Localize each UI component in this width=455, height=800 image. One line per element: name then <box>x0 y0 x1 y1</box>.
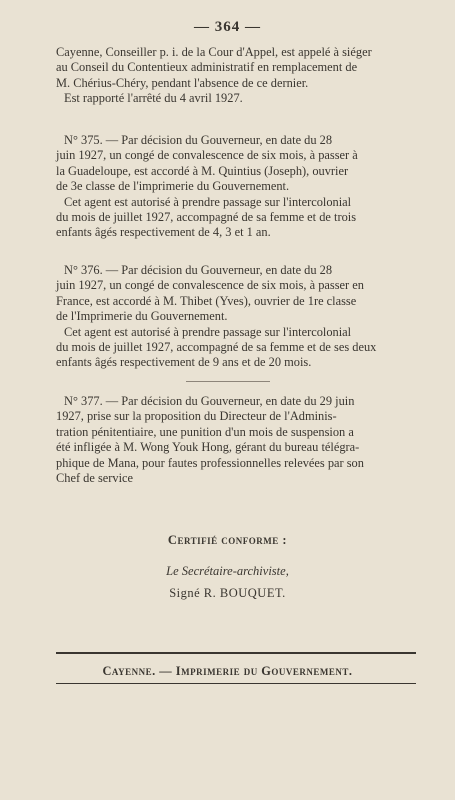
text-line: Cayenne, Conseiller p. i. de la Cour d'Appel, est appelé à siéger <box>56 45 372 59</box>
printer-imprint: Cayenne. — Imprimerie du Gouvernement. <box>102 664 353 678</box>
text-line: M. Chérius-Chéry, pendant l'absence de ce dernier. <box>56 75 309 90</box>
text-line: Chef de service <box>56 471 134 486</box>
text-line: été infligée à M. Wong Youk Hong, gérant du bureau télégra- <box>56 440 360 455</box>
text-line: enfants âgés respectivement de 4, 3 et 1 an. <box>56 225 271 240</box>
decision-376 <box>56 263 420 371</box>
text-line: de 3e classe de l'imprimerie du Gouvernement. <box>56 179 290 194</box>
text-line: 1927, prise sur la proposition du Directeur de l'Adminis- <box>56 409 337 424</box>
text-line: Est rapporté l'arrêté du 4 avril 1927. <box>64 91 243 106</box>
text-line: juin 1927, un congé de convalescence de six mois, à passer à <box>56 148 358 163</box>
text-line: du mois de juillet 1927, accompagné de sa femme et de ses deux <box>56 340 377 355</box>
text-line: la Guadeloupe, est accordé à M. Quintius (Joseph), ouvrier <box>56 163 349 178</box>
text-line: Cet agent est autorisé à prendre passage sur l'intercolonial <box>64 324 352 339</box>
text-line: N° 376. — Par décision du Gouverneur, en date du 28 <box>64 263 333 277</box>
certification-role: Le Secrétaire-archiviste, <box>166 564 289 578</box>
text-line: France, est accordé à M. Thibet (Yves), ouvrier de 1re classe <box>56 293 357 308</box>
text-line: phique de Mana, pour fautes professionnelles relevées par son <box>56 455 364 470</box>
footer-rule-bottom <box>56 683 416 684</box>
certification-title: Certifié conforme : <box>167 533 288 547</box>
intro-paragraph <box>56 45 420 107</box>
footer-rule-top <box>56 652 416 654</box>
text-line: Cet agent est autorisé à prendre passage sur l'intercolonial <box>64 194 352 209</box>
text-line: de l'Imprimerie du Gouvernement. <box>56 309 228 324</box>
text-line: au Conseil du Contentieux administratif en remplacement de <box>56 60 358 75</box>
page-number: — 364 — <box>194 19 261 35</box>
text-line: tration pénitentiaire, une punition d'un mois de suspension a <box>56 424 354 439</box>
text-line: N° 375. — Par décision du Gouverneur, en date du 28 <box>64 133 333 147</box>
text-line: du mois de juillet 1927, accompagné de sa femme et de trois <box>56 210 357 225</box>
text-line: juin 1927, un congé de convalescence de six mois, à passer en <box>56 278 364 293</box>
decision-377 <box>56 394 420 486</box>
decision-375 <box>56 133 420 241</box>
text-line: enfants âgés respectivement de 9 ans et de 20 mois. <box>56 355 312 370</box>
text-line: N° 377. — Par décision du Gouverneur, en date du 29 juin <box>64 394 355 408</box>
certification-signature: Signé R. BOUQUET. <box>169 586 286 600</box>
separator-line <box>186 381 270 382</box>
